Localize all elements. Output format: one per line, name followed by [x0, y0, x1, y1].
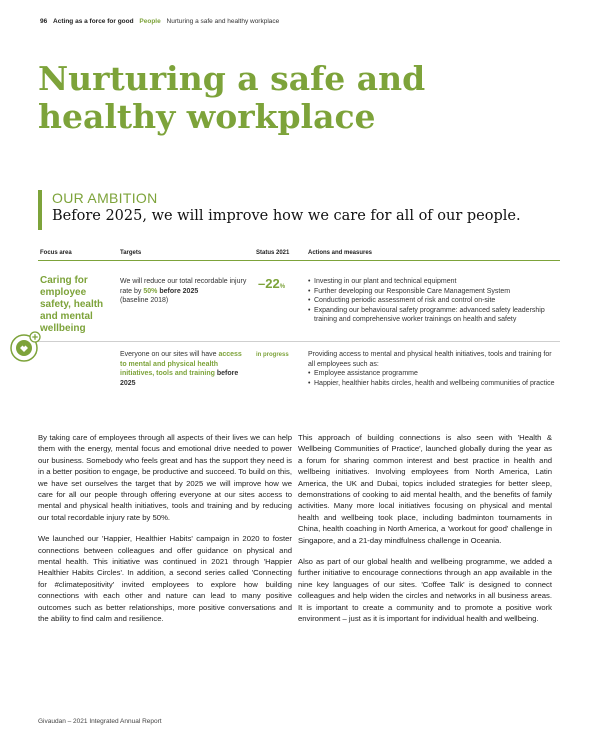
body-column-right — [298, 432, 552, 635]
list-item: • Investing in our plant and technical equipment — [308, 277, 558, 287]
page-number: 96 — [40, 18, 48, 25]
table-header-row — [38, 250, 560, 261]
status-value: in progress — [256, 352, 289, 358]
list-item: • Expanding our behavioural safety programme: advanced safety leadership training and comprehensive worker trainings on health and safety — [308, 306, 558, 325]
target-deadline: before 2025 — [157, 287, 199, 295]
actions-cell — [308, 277, 558, 325]
status-cell — [256, 350, 316, 361]
list-item: • Happier, healthier habits circles, health and wellbeing communities of practice — [308, 379, 558, 389]
actions-list — [308, 277, 558, 325]
actions-list — [308, 369, 558, 388]
targets-table — [38, 250, 560, 402]
title-line: Nurturing a safe and — [38, 59, 426, 98]
body-column-left — [38, 432, 292, 635]
target-highlight: 50% — [143, 287, 158, 295]
target-cell — [120, 277, 250, 306]
ambition-label: OUR AMBITION — [52, 190, 158, 206]
table-row — [38, 261, 560, 342]
list-item: • Conducting periodic assessment of risk and control on-site — [308, 296, 558, 306]
list-item: • Employee assistance programme — [308, 369, 558, 379]
target-text: We will reduce our total recordable injury rate by — [120, 278, 247, 295]
running-header — [40, 18, 279, 25]
status-value: –22 — [258, 276, 280, 291]
subsection-name: People — [139, 18, 161, 25]
body-paragraph: This approach of building connections is also seen with 'Health & Wellbeing Communities of Practice', launched globally during the year as a forum for sharing common interest and best practice in health and wellbeing initiatives. Involving employees from North America, Latin America, the UK and Dubai, topics included strategies for better sleep, demonstrations of cooking to aid mental health, and the benefits of family activities. Many more local initiatives focusing on physical and mental health and wellbeing took place, including badminton tournaments in China, health coaching in North America, a 'workout for good' challenge in Singapore, and a 21-day mindfulness challenge in Oceania. — [298, 433, 552, 545]
header-focus: Focus area — [40, 250, 72, 256]
ambition-box — [38, 190, 558, 230]
list-item: • Further developing our Responsible Care Management System — [308, 287, 558, 297]
page-footer: Givaudan – 2021 Integrated Annual Report — [38, 718, 162, 725]
actions-intro: Providing access to mental and physical health initiatives, tools and training for all employees such as: — [308, 351, 552, 368]
actions-cell — [308, 350, 558, 388]
body-paragraph: We launched our 'Happier, Healthier Habits' campaign in 2020 to foster connections between colleagues and offer guidance on physical and mental health. This initiative was continued in 2021 through 'Happier Healthier Habits Circles'. In addition, a second series called 'Connecting for #climatepositivity' invited employees to explore how building connections with each other and nature can lead to many positive outcomes such as better relationships, more positive conversations and the ability to find calm and resilience. — [38, 534, 292, 624]
body-paragraph: Also as part of our global health and wellbeing programme, we added a further initiative to encourage connections through an app available in the nine key languages of our sites. 'Coffee Talk' is designed to connect colleagues and help widen the circles and networks in all business areas. It is important to create a community and to promote a positive work environment – just as it is important for individual health and wellbeing. — [298, 557, 552, 624]
health-heart-icon — [8, 330, 34, 356]
target-cell — [120, 350, 250, 388]
section-name: Acting as a force for good — [53, 18, 134, 25]
title-line: healthy workplace — [38, 97, 376, 136]
header-targets: Targets — [120, 250, 142, 256]
header-actions: Actions and measures — [308, 250, 373, 256]
focus-area-label: Caring for employee safety, health and mental wellbeing — [40, 275, 104, 334]
body-paragraph: By taking care of employees through all aspects of their lives we can help them with the energy, mental focus and emotional drive needed to power our business. Somebody who feels great and has the support they need is in a better position to engage, be productive and succeed. To build on this, we have set ourselves the target that by 2025 we will improve how we care for all our people through offering everyone at our sites access to mental and physical health initiatives, tools and training and by reducing our total recordable injury rate by 50%. — [38, 433, 292, 522]
target-baseline: (baseline 2018) — [120, 297, 169, 304]
target-deadline: before 2025 — [120, 370, 239, 387]
ambition-statement: Before 2025, we will improve how we care for all of our people. — [52, 208, 521, 224]
target-text: Everyone on our sites will have — [120, 351, 219, 358]
page-title — [38, 60, 558, 136]
status-unit: % — [279, 284, 286, 290]
target-highlight: access to mental and physical health initiatives, tools and training — [120, 351, 242, 377]
current-topic: Nurturing a safe and healthy workplace — [166, 18, 280, 25]
header-status: Status 2021 — [256, 250, 290, 256]
table-row — [38, 342, 560, 402]
